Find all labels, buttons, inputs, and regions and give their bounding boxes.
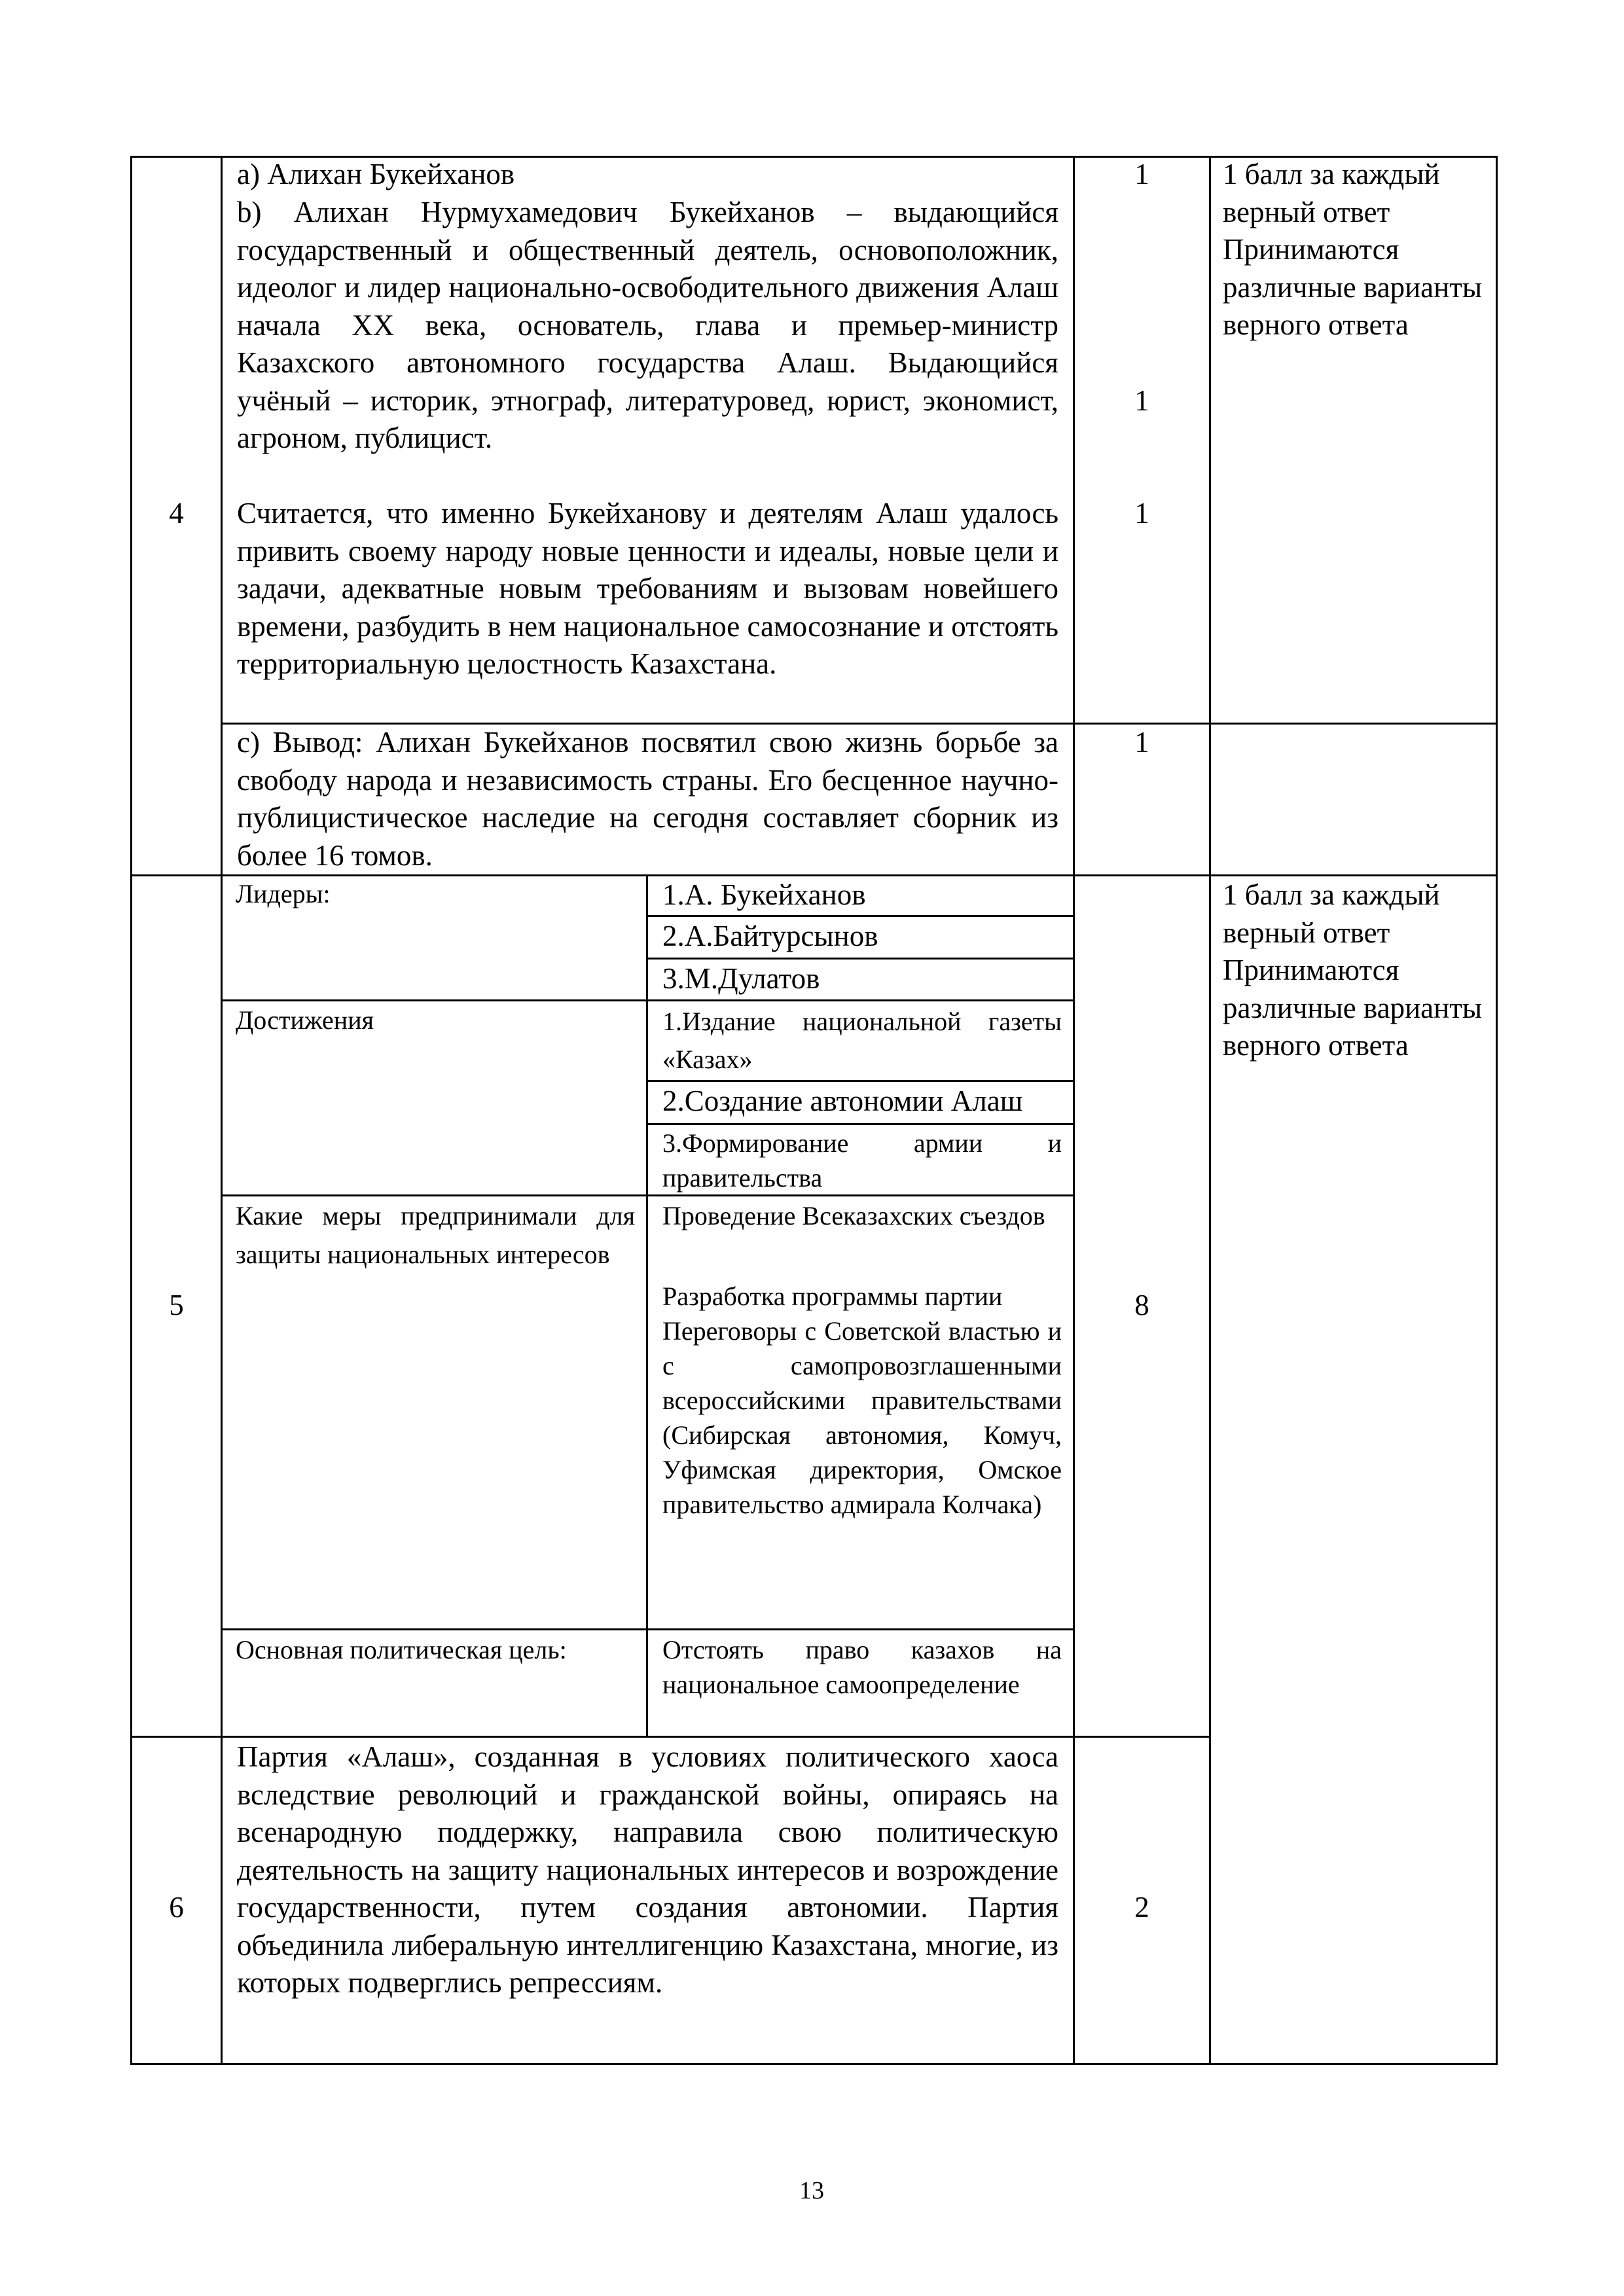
achievement-item: 1.Издание национальной газеты «Казах» xyxy=(662,1007,1062,1074)
subtable-label-achievements: Достижения xyxy=(236,1005,374,1035)
measure-item: Переговоры с Советской властью и с самопровозглашенными всероссийскими правительствами (Сибирская автономия, Комуч, Уфимская директория, Омское правительство адмирала Колчака) xyxy=(662,1316,1062,1519)
answer-4b-continued: Считается, что именно Букейханову и деятелям Алаш удалось привить своему народу новые ценности и идеалы, новые цели и задачи, адекватные новым требованиям и вызовам новейшего времени, разбудить в нем национальное самосознание и отстоять территориальную целостность Казахстана. xyxy=(237,497,1058,680)
question-number: 4 xyxy=(169,497,184,529)
table-border-bottom xyxy=(130,2063,1498,2065)
subtable-line xyxy=(646,958,1073,960)
points-4c: 1 xyxy=(1134,726,1149,759)
criteria-4: 1 балл за каждый верный ответ Принимаются различные варианты верного ответа xyxy=(1223,158,1483,341)
points-5: 8 xyxy=(1134,1289,1149,1321)
row5-bottom xyxy=(130,1736,1211,1738)
criteria-5: 1 балл за каждый верный ответ Принимаются различные варианты верного ответа xyxy=(1223,878,1483,1062)
points-6: 2 xyxy=(1134,1891,1149,1924)
achievement-item: 3.Формирование армии и правительства xyxy=(662,1128,1062,1193)
subtable-line xyxy=(221,999,1073,1001)
subtable-line xyxy=(646,1080,1073,1082)
table-border-col2 xyxy=(1073,156,1075,2065)
points-4b-continued: 1 xyxy=(1134,497,1149,529)
subtable-label-goal: Основная политическая цель: xyxy=(236,1635,567,1664)
table-border-col3 xyxy=(1209,156,1211,2065)
subtable-label-measures: Какие меры предпринимали для защиты национальных интересов xyxy=(236,1201,635,1269)
subtable-vertical xyxy=(646,874,648,1736)
table-border-col1 xyxy=(221,156,223,2065)
measure-item: Проведение Всеказахских съездов xyxy=(662,1201,1045,1230)
question-number: 5 xyxy=(169,1289,184,1321)
points-4b: 1 xyxy=(1134,384,1149,417)
achievement-item: 2.Создание автономии Алаш xyxy=(662,1085,1023,1117)
subtable-label-leaders: Лидеры: xyxy=(236,879,331,908)
page-number: 13 xyxy=(799,2177,824,2204)
table-border-right xyxy=(1496,156,1498,2065)
measure-item: Разработка программы партии xyxy=(662,1282,1003,1311)
answer-4c: c) Вывод: Алихан Букейханов посвятил свою жизнь борьбе за свободу народа и независимость страны. Его бесценное научно-публицистическое наследие на сегодня составляет сборник из более 16 томов. xyxy=(237,726,1058,872)
goal-text: Отстоять право казахов на национальное самоопределение xyxy=(662,1635,1062,1699)
subtable-line xyxy=(646,915,1073,917)
answer-4b: b) Алихан Нурмухамедович Букейханов – выдающийся государственный и общественный деятель, основоположник, идеолог и лидер национально-освободительного движения Алаш начала XX века, основатель, глава и премьер-министр Казахского автономного государства Алаш. Выдающийся учёный – историк, этнограф, литературовед, юрист, экономист, агроном, публицист. xyxy=(237,196,1058,454)
answer-6: Партия «Алаш», созданная в условиях политического хаоса вследствие революций и гражданской войны, опираясь на всенародную поддержку, направила свою политическую деятельность на защиту национальных интересов и возрождение государственности, путем создания автономии. Партия объединила либеральную интеллигенцию Казахстана, многие, из которых подверглись репрессиям. xyxy=(237,1740,1058,1999)
question-number: 6 xyxy=(169,1891,184,1924)
table-border-left xyxy=(130,156,132,2065)
leader-item: 2.А.Байтурсынов xyxy=(662,920,878,952)
leader-item: 3.М.Дулатов xyxy=(662,962,820,995)
answer-4a: a) Алихан Букейханов xyxy=(237,158,515,190)
subtable-line xyxy=(221,1628,1073,1630)
points-4a: 1 xyxy=(1134,158,1149,190)
leader-item: 1.А. Букейханов xyxy=(662,878,866,911)
subtable-line xyxy=(646,1123,1073,1125)
